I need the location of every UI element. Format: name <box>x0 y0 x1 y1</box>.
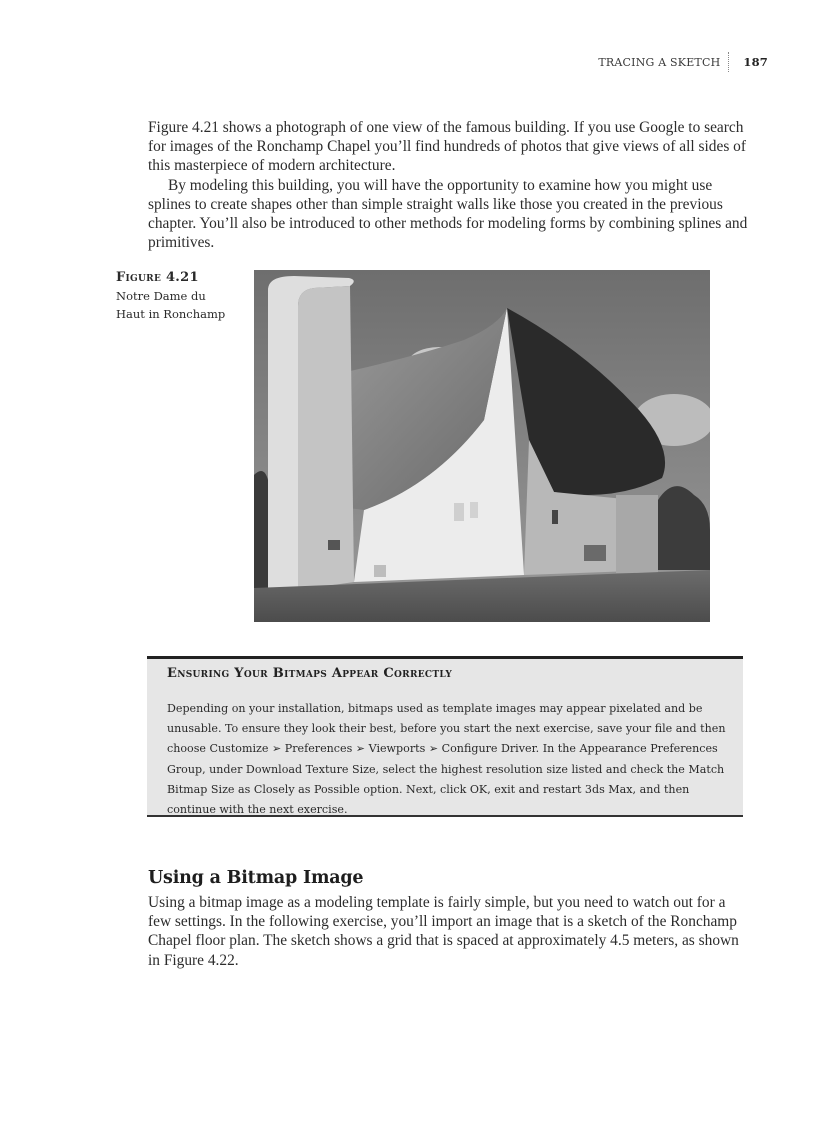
intro-paragraph-1: Figure 4.21 shows a photograph of one view of the famous building. If you use Google to search for images of the Ronchamp Chapel you’ll find hundreds of photos that give views of all sides of this masterpiece of modern architecture. <box>148 119 746 175</box>
running-head-title: TRACING A SKETCH <box>598 55 721 69</box>
running-head <box>598 52 768 72</box>
sidebar-body: Depending on your installation, bitmaps used as template images may appear pixelated and be unusable. To ensure they look their best, before you start the next exercise, save your file and then choose Customize ➢ Preferences ➢ Viewports ➢ Configure Driver. In the Appearance Preferences Group, under Download Texture Size, select the highest resolution size listed and check the Match Bitmap Size as Closely as Possible option. Next, click OK, exit and restart 3ds Max, and then continue with the next exercise. <box>167 702 726 817</box>
section-heading: Using a Bitmap Image <box>148 868 364 888</box>
section-paragraph: Using a bitmap image as a modeling template is fairly simple, but you need to watch out for a few settings. In the following exercise, you’ll import an image that is a sketch of the Ronchamp Chapel floor plan. The sketch shows a grid that is spaced at approximately 4.5 meters, as shown in Figure 4.22. <box>148 894 739 969</box>
intro-paragraph-2: By modeling this building, you will have the opportunity to examine how you might use splines to create shapes other than simple straight walls like those you created in the previous chapter. You’ll also be introduced to other methods for modeling forms by combining splines and primitives. <box>148 176 748 252</box>
figure-photo <box>254 270 710 622</box>
figure-caption-line-1: Notre Dame du <box>116 289 206 303</box>
page-number: 187 <box>743 55 768 69</box>
figure-label: Figure 4.21 <box>116 270 199 285</box>
intro-text <box>148 118 748 252</box>
chapel-photo-illustration <box>254 270 710 622</box>
sidebar-title: Ensuring Your Bitmaps Appear Correctly <box>167 666 453 681</box>
figure-caption <box>116 269 246 323</box>
figure-caption-line-2: Haut in Ronchamp <box>116 307 226 321</box>
section-body <box>148 893 748 970</box>
tip-sidebar <box>147 656 743 817</box>
